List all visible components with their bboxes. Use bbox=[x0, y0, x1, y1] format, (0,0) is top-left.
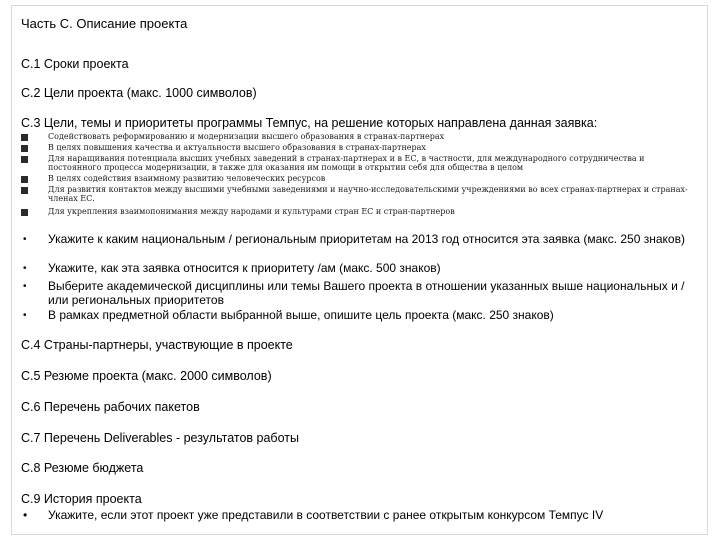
objective-item: Для развития контактов между высшими учебными заведениями и научно-исследовательскими учреждениями во всех странах-партнерах и странах-членах ЕС. bbox=[48, 185, 688, 203]
bullet-icon: • bbox=[23, 263, 27, 274]
question-item: Укажите к каким национальным / региональным приоритетам на 2013 год относится эта заявка (макс. 250 знаков) bbox=[48, 232, 685, 246]
section-c5-title: C.5 Резюме проекта (макс. 2000 символов) bbox=[21, 369, 272, 383]
objective-item: В целях повышения качества и актуальности высшего образования в странах-партнерах bbox=[48, 143, 426, 152]
checkbox-square-icon[interactable] bbox=[21, 134, 28, 141]
checkbox-square-icon[interactable] bbox=[21, 145, 28, 152]
objective-item: Для наращивания потенциала высших учебных заведений в странах-партнерах и в ЕС, в частности, для международного сотрудничества и постоянного процесса модернизации, в также для оказания им помощи в открытии себя для общества в целом bbox=[48, 154, 645, 172]
objective-item: Для укрепления взаимопонимания между народами и культурами стран ЕС и стран-партнеров bbox=[48, 207, 455, 216]
bullet-icon: • bbox=[23, 281, 27, 292]
question-item: В рамках предметной области выбранной выше, опишите цель проекта (макс. 250 знаков) bbox=[48, 308, 554, 322]
project-history-item: Укажите, если этот проект уже представили в соответствии с ранее открытым конкурсом Темпус IV bbox=[48, 508, 604, 522]
checkbox-square-icon[interactable] bbox=[21, 156, 28, 163]
checkbox-square-icon[interactable] bbox=[21, 187, 28, 194]
form-page bbox=[11, 5, 708, 535]
question-item: Выберите академической дисциплины или темы Вашего проекта в отношении указанных выше национальных и / или региональных приоритетов bbox=[48, 279, 685, 307]
section-c7-title: C.7 Перечень Deliverables - результатов работы bbox=[21, 431, 299, 445]
bullet-icon: • bbox=[23, 508, 28, 522]
section-c4-title: C.4 Страны-партнеры, участвующие в проекте bbox=[21, 338, 293, 352]
section-c3-title: C.3 Цели, темы и приоритеты программы Темпус, на решение которых направлена данная заявка: bbox=[21, 116, 598, 130]
section-c6-title: C.6 Перечень рабочих пакетов bbox=[21, 400, 200, 414]
objective-item: Содействовать реформированию и модернизации высшего образования в странах-партнерах bbox=[48, 132, 445, 141]
checkbox-square-icon[interactable] bbox=[21, 209, 28, 216]
part-title: Часть C. Описание проекта bbox=[21, 16, 188, 31]
section-c9-title: C.9 История проекта bbox=[21, 492, 142, 506]
bullet-icon: • bbox=[23, 310, 27, 321]
question-item: Укажите, как эта заявка относится к приоритету /ам (макс. 500 знаков) bbox=[48, 261, 441, 275]
section-c1-title: C.1 Сроки проекта bbox=[21, 57, 129, 71]
checkbox-square-icon[interactable] bbox=[21, 176, 28, 183]
section-c8-title: C.8 Резюме бюджета bbox=[21, 461, 144, 475]
bullet-icon: • bbox=[23, 234, 27, 245]
objective-item: В целях содействия взаимному развитию человеческих ресурсов bbox=[48, 174, 326, 183]
section-c2-title: C.2 Цели проекта (макс. 1000 символов) bbox=[21, 86, 257, 100]
